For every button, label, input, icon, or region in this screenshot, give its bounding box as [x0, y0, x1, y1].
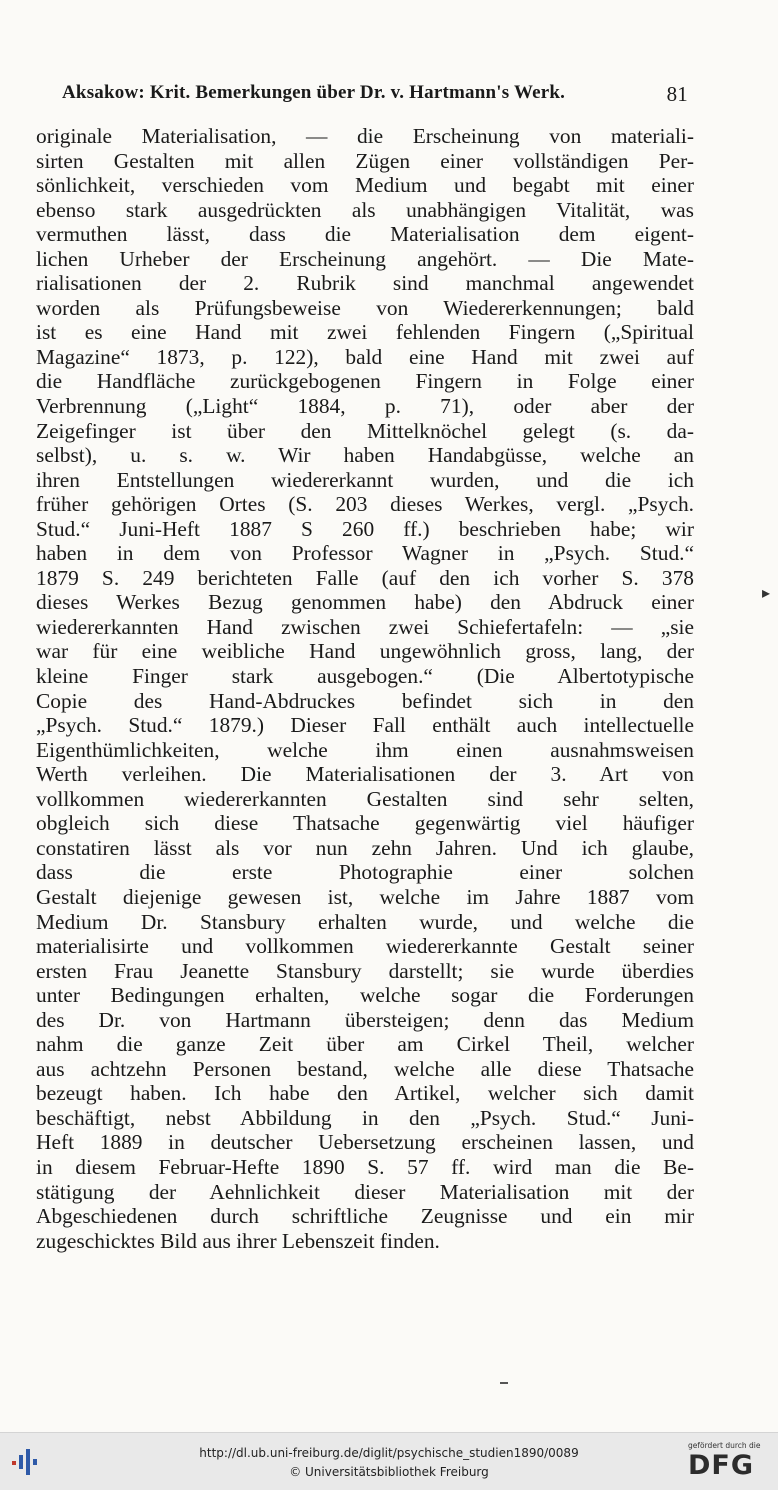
text-line: war für eine weibliche Hand ungewöhnlich gross, lang, der: [36, 639, 694, 664]
text-line: stätigung der Aehnlichkeit dieser Materialisation mit der: [36, 1179, 694, 1204]
text-line: haben in dem von Professor Wagner in „Psych. Stud.“: [36, 541, 694, 566]
text-line: Stud.“ Juni-Heft 1887 S 260 ff.) beschrieben habe; wir: [36, 516, 694, 541]
text-line: Gestalt diejenige gewesen ist, welche im Jahre 1887 vom: [36, 884, 694, 909]
text-line: zugeschicktes Bild aus ihrer Lebenszeit finden.: [36, 1228, 440, 1253]
text-line: Abgeschiedenen durch schriftliche Zeugnisse und ein mir: [36, 1204, 694, 1229]
text-line: ist es eine Hand mit zwei fehlenden Fingern („Spiritual: [36, 320, 694, 345]
funder-caption: gefördert durch die: [688, 1441, 761, 1450]
running-title: Aksakow: Krit. Bemerkungen über Dr. v. Hartmann's Werk.: [62, 82, 566, 103]
text-line: 1879 S. 249 berichteten Falle (auf den ich vorher S. 378: [36, 565, 694, 590]
dfg-logo: DFG: [688, 1450, 755, 1481]
permalink-url[interactable]: http://dl.ub.uni-freiburg.de/diglit/psychische_studien1890/0089: [199, 1446, 579, 1460]
text-line: wiedererkannten Hand zwischen zwei Schiefertafeln: — „sie: [36, 614, 694, 639]
text-line: obgleich sich diese Thatsache gegenwärtig viel häufiger: [36, 811, 694, 836]
text-line: Heft 1889 in deutscher Uebersetzung erscheinen lassen, und: [36, 1130, 694, 1155]
text-line: Copie des Hand-Abdruckes befindet sich in den: [36, 688, 694, 713]
text-line: sönlichkeit, verschieden vom Medium und begabt mit einer: [36, 173, 694, 198]
text-line: unter Bedingungen erhalten, welche sogar die Forderungen: [36, 983, 694, 1008]
body-text: [36, 124, 694, 1253]
text-line: worden als Prüfungsbeweise von Wiedererkennungen; bald: [36, 295, 694, 320]
margin-mark: ▸: [762, 583, 771, 602]
text-line: lichen Urheber der Erscheinung angehört. — Die Mate-: [36, 246, 694, 271]
text-line: Verbrennung („Light“ 1884, p. 71), oder aber der: [36, 394, 694, 419]
text-line: früher gehörigen Ortes (S. 203 dieses Werkes, vergl. „Psych.: [36, 492, 694, 517]
text-line: originale Materialisation, — die Erscheinung von materiali-: [36, 124, 694, 148]
viewer-footer: [0, 1432, 778, 1490]
text-line: beschäftigt, nebst Abbildung in den „Psych. Stud.“ Juni-: [36, 1105, 694, 1130]
text-line: in diesem Februar-Hefte 1890 S. 57 ff. wird man die Be-: [36, 1154, 694, 1179]
copyright-notice: © Universitätsbibliothek Freiburg: [289, 1465, 489, 1479]
text-line: Eigenthümlichkeiten, welche ihm einen ausnahmsweisen: [36, 737, 694, 762]
text-line: materialisirte und vollkommen wiedererkannte Gestalt seiner: [36, 934, 694, 959]
text-line: vermuthen lässt, dass die Materialisation dem eigent-: [36, 222, 694, 247]
text-line: ihren Entstellungen wiedererkannt wurden, und die ich: [36, 467, 694, 492]
text-line: Medium Dr. Stansbury erhalten wurde, und welche die: [36, 909, 694, 934]
text-line: dieses Werkes Bezug genommen habe) den Abdruck einer: [36, 590, 694, 615]
text-line: rialisationen der 2. Rubrik sind manchmal angewendet: [36, 271, 694, 296]
text-line: aus achtzehn Personen bestand, welche alle diese Thatsache: [36, 1056, 694, 1081]
stray-mark: [500, 1382, 508, 1384]
text-line: bezeugt haben. Ich habe den Artikel, welcher sich damit: [36, 1081, 694, 1106]
text-line: ebenso stark ausgedrückten als unabhängigen Vitalität, was: [36, 197, 694, 222]
page-number: 81: [666, 82, 688, 106]
text-line: die Handfläche zurückgebogenen Fingern in Folge einer: [36, 369, 694, 394]
text-line: constatiren lässt als vor nun zehn Jahren. Und ich glaube,: [36, 835, 694, 860]
text-line: Werth verleihen. Die Materialisationen der 3. Art von: [36, 762, 694, 787]
running-head: [62, 82, 702, 110]
text-line: dass die erste Photographie einer solchen: [36, 860, 694, 885]
text-line: kleine Finger stark ausgebogen.“ (Die Albertotypische: [36, 664, 694, 689]
text-line: vollkommen wiedererkannten Gestalten sind sehr selten,: [36, 786, 694, 811]
text-line: Zeigefinger ist über den Mittelknöchel gelegt (s. da-: [36, 418, 694, 443]
text-line: „Psych. Stud.“ 1879.) Dieser Fall enthält auch intellectuelle: [36, 713, 694, 738]
text-line: selbst), u. s. w. Wir haben Handabgüsse, welche an: [36, 443, 694, 468]
text-line: ersten Frau Jeanette Stansbury darstellt; sie wurde überdies: [36, 958, 694, 983]
text-line: sirten Gestalten mit allen Zügen einer vollständigen Per-: [36, 148, 694, 173]
text-line: des Dr. von Hartmann übersteigen; denn das Medium: [36, 1007, 694, 1032]
text-line: nahm die ganze Zeit über am Cirkel Theil, welcher: [36, 1032, 694, 1057]
text-line: Magazine“ 1873, p. 122), bald eine Hand mit zwei auf: [36, 344, 694, 369]
